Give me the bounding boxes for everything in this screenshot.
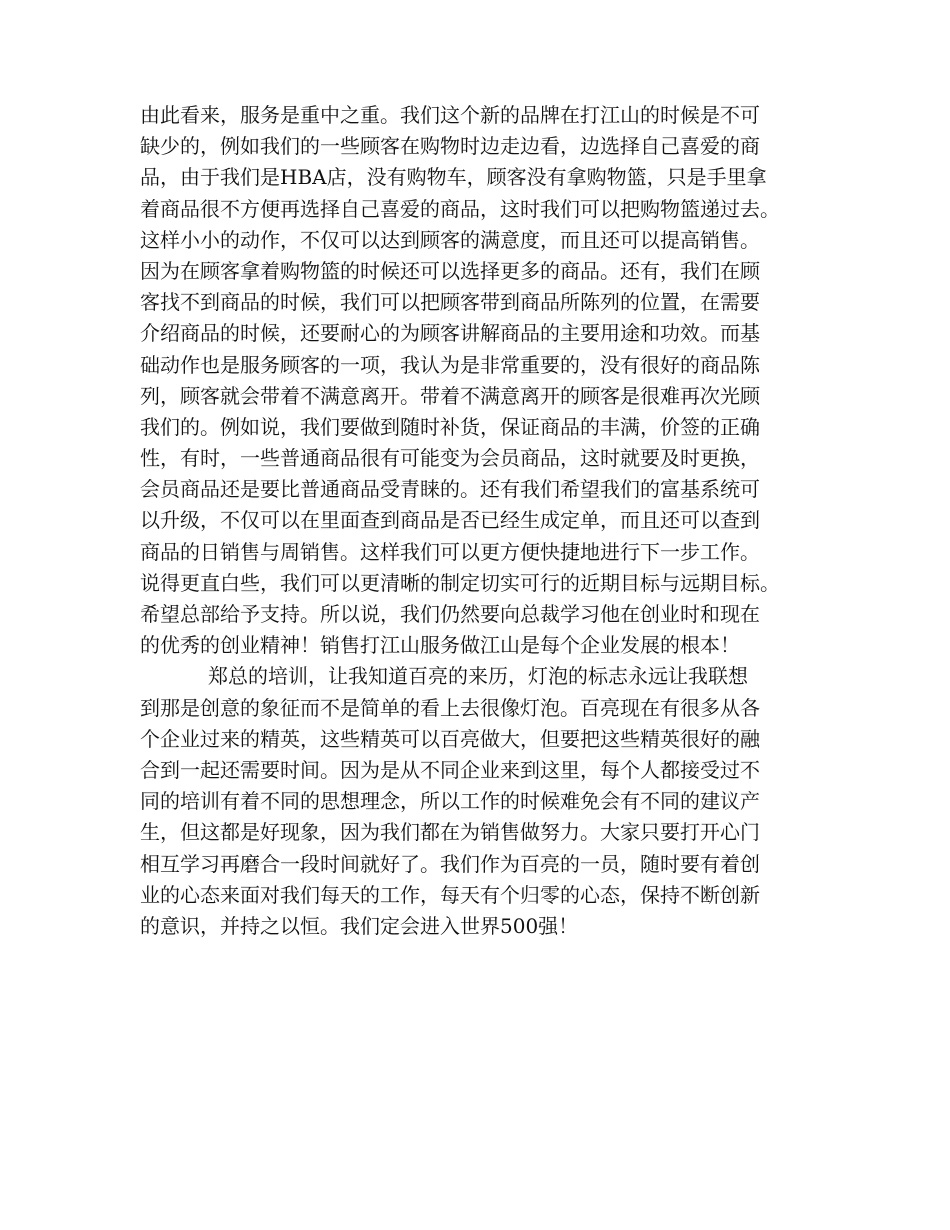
text-line: 客找不到商品的时候，我们可以把顾客带到商品所陈列的位置，在需要 bbox=[140, 290, 760, 315]
text-line: 由此看来，服务是重中之重。我们这个新的品牌在打江山的时候是不可 bbox=[140, 103, 760, 127]
text-line: 的优秀的创业精神！销售打江山服务做江山是每个企业发展的根本！ bbox=[140, 633, 740, 658]
text-line: 相互学习再磨合一段时间就好了。我们作为百亮的一员，随时要有着创 bbox=[140, 851, 760, 876]
document-body bbox=[140, 100, 830, 942]
text-line: 商品的日销售与周销售。这样我们可以更方便快捷地进行下一步工作。 bbox=[140, 539, 760, 564]
text-line: 到那是创意的象征而不是简单的看上去很像灯泡。百亮现在有很多从各 bbox=[140, 695, 760, 720]
text-line: 性，有时，一些普通商品很有可能变为会员商品，这时就要及时更换， bbox=[140, 446, 760, 471]
text-line: 生，但这都是好现象，因为我们都在为销售做努力。大家只要打开心门 bbox=[140, 820, 760, 845]
text-line: 同的培训有着不同的思想理念，所以工作的时候难免会有不同的建议产 bbox=[140, 789, 760, 814]
text-line: 础动作也是服务顾客的一项，我认为是非常重要的，没有很好的商品陈 bbox=[140, 352, 760, 377]
text-line: 个企业过来的精英，这些精英可以百亮做大，但要把这些精英很好的融 bbox=[140, 726, 760, 751]
text-line: 希望总部给予支持。所以说，我们仍然要向总裁学习他在创业时和现在 bbox=[140, 602, 760, 626]
text-line: 着商品很不方便再选择自己喜爱的商品，这时我们可以把购物篮递过去。 bbox=[140, 196, 780, 221]
text-line: 业的心态来面对我们每天的工作，每天有个归零的心态，保持不断创新 bbox=[140, 882, 760, 907]
text-line: 合到一起还需要时间。因为是从不同企业来到这里，每个人都接受过不 bbox=[140, 757, 760, 782]
text-line: 郑总的培训，让我知道百亮的来历，灯泡的标志永远让我联想 bbox=[208, 664, 748, 689]
text-line: 这样小小的动作，不仅可以达到顾客的满意度，而且还可以提高销售。 bbox=[140, 227, 760, 252]
text-line: 我们的。例如说，我们要做到随时补货，保证商品的丰满，价签的正确 bbox=[140, 414, 760, 439]
paragraph bbox=[140, 100, 830, 661]
text-line: 因为在顾客拿着购物篮的时候还可以选择更多的商品。还有，我们在顾 bbox=[140, 258, 760, 283]
text-line: 列，顾客就会带着不满意离开。带着不满意离开的顾客是很难再次光顾 bbox=[140, 383, 760, 408]
text-line: 品，由于我们是HBA店，没有购物车，顾客没有拿购物篮，只是手里拿 bbox=[140, 165, 767, 190]
text-line: 会员商品还是要比普通商品受青睐的。还有我们希望我们的富基系统可 bbox=[140, 477, 760, 502]
paragraph bbox=[140, 661, 830, 942]
text-line: 介绍商品的时候，还要耐心的为顾客讲解商品的主要用途和功效。而基 bbox=[140, 321, 760, 346]
text-line: 以升级，不仅可以在里面查到商品是否已经生成定单，而且还可以查到 bbox=[140, 508, 760, 533]
text-line: 缺少的，例如我们的一些顾客在购物时边走边看，边选择自己喜爱的商 bbox=[140, 134, 760, 159]
text-line: 说得更直白些，我们可以更清晰的制定切实可行的近期目标与远期目标。 bbox=[140, 570, 780, 595]
text-line: 的意识，并持之以恒。我们定会进入世界500强！ bbox=[140, 913, 579, 938]
